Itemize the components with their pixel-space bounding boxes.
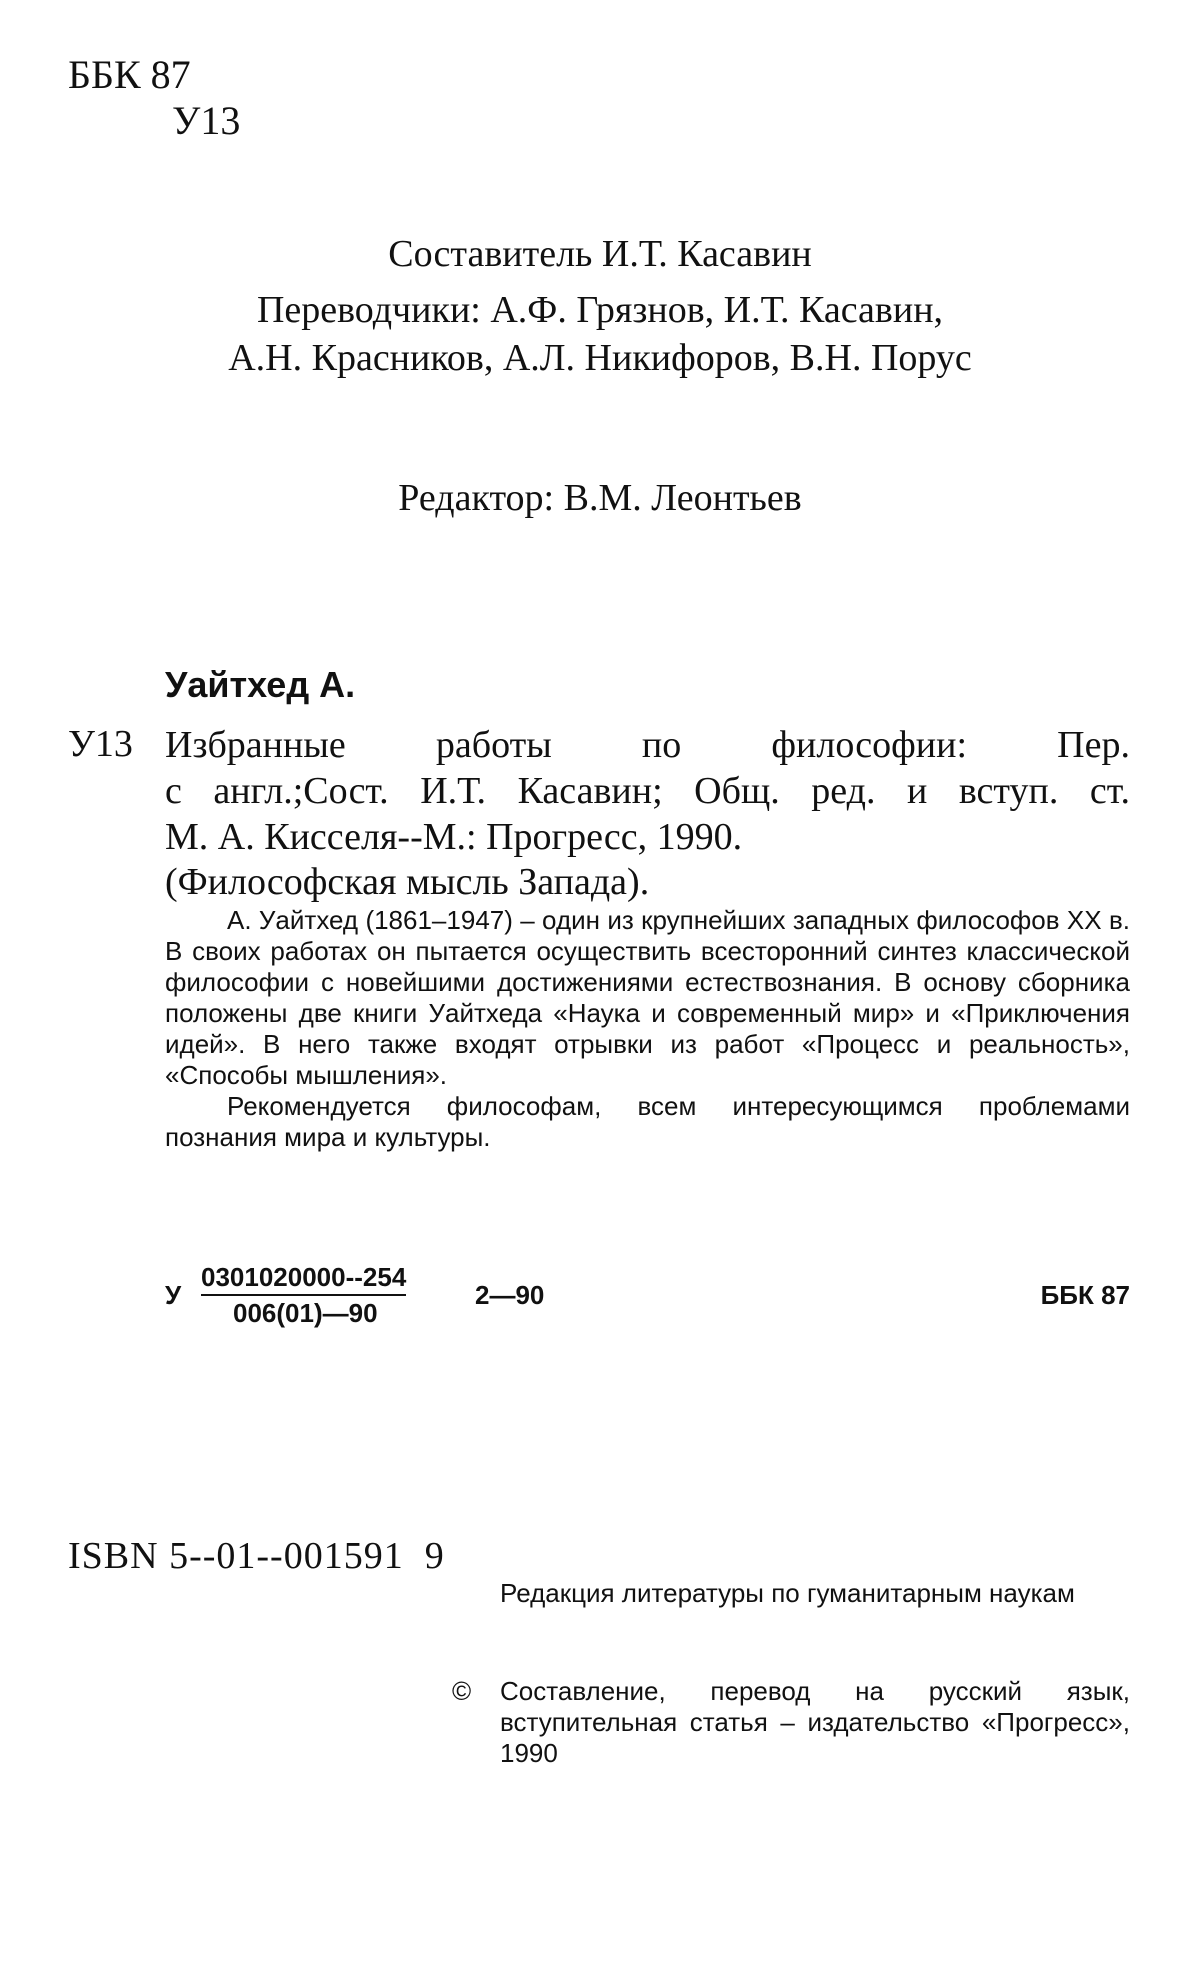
card-title-block [165, 722, 1130, 860]
annotation-paragraph: Рекомендуется философам, всем интересующимся проблемами познания мира и культуры. [165, 1091, 1130, 1152]
copyright-icon: © [452, 1676, 472, 1706]
translators-line-1: Переводчики: А.Ф. Грязнов, И.Т. Касавин, [256, 289, 944, 331]
compiler-line: Составитель И.Т. Касавин [388, 233, 812, 275]
udk-code: У13 [172, 98, 241, 143]
card-series: (Философская мысль Запада). [165, 861, 650, 903]
card-author: Уайтхед А. [165, 664, 356, 705]
editor-line: Редактор: В.М. Леонтьев [398, 477, 802, 519]
formula-numerator: 0301020000--254 [201, 1262, 407, 1292]
fraction-line [201, 1294, 406, 1296]
formula-bbk: ББК 87 [1040, 1280, 1130, 1310]
card-code: У13 [68, 723, 133, 765]
title-line: Избранные работы по философии: Пер. [165, 724, 1130, 766]
formula-denominator: 006(01)—90 [233, 1298, 378, 1328]
copyright-text: Составление, перевод на русский язык, вступительная статья – издательство «Прогресс», 1990 [500, 1676, 1130, 1768]
title-line: с англ.;Сост. И.Т. Касавин; Общ. ред. и вступ. ст. [165, 770, 1130, 812]
annotation-paragraph: А. Уайтхед (1861–1947) – один из крупнейших западных философов XX в. В своих работах он пытается осуществить всесторонний синтез классической философии с новейшими достижениями естествознания. В основу сборника положены две книги Уайтхеда «Наука и современный мир» и «Приключения идей». В него также входят отрывки из работ «Процесс и реальность», «Способы мышления». [165, 905, 1130, 1090]
publisher-department: Редакция литературы по гуманитарным наукам [500, 1578, 1075, 1608]
bbk-code: ББК 87 [68, 52, 191, 97]
formula-letter: У [165, 1280, 182, 1310]
title-line: М. А. Кисселя--М.: Прогресс, 1990. [165, 816, 743, 858]
card-annotation [165, 905, 1130, 1153]
formula-year-code: 2—90 [475, 1280, 545, 1310]
isbn: ISBN 5--01--001591 9 [68, 1535, 445, 1577]
pricing-formula [165, 1262, 1130, 1342]
translators-line-2: А.Н. Красников, А.Л. Никифоров, В.Н. Порус [228, 337, 972, 379]
